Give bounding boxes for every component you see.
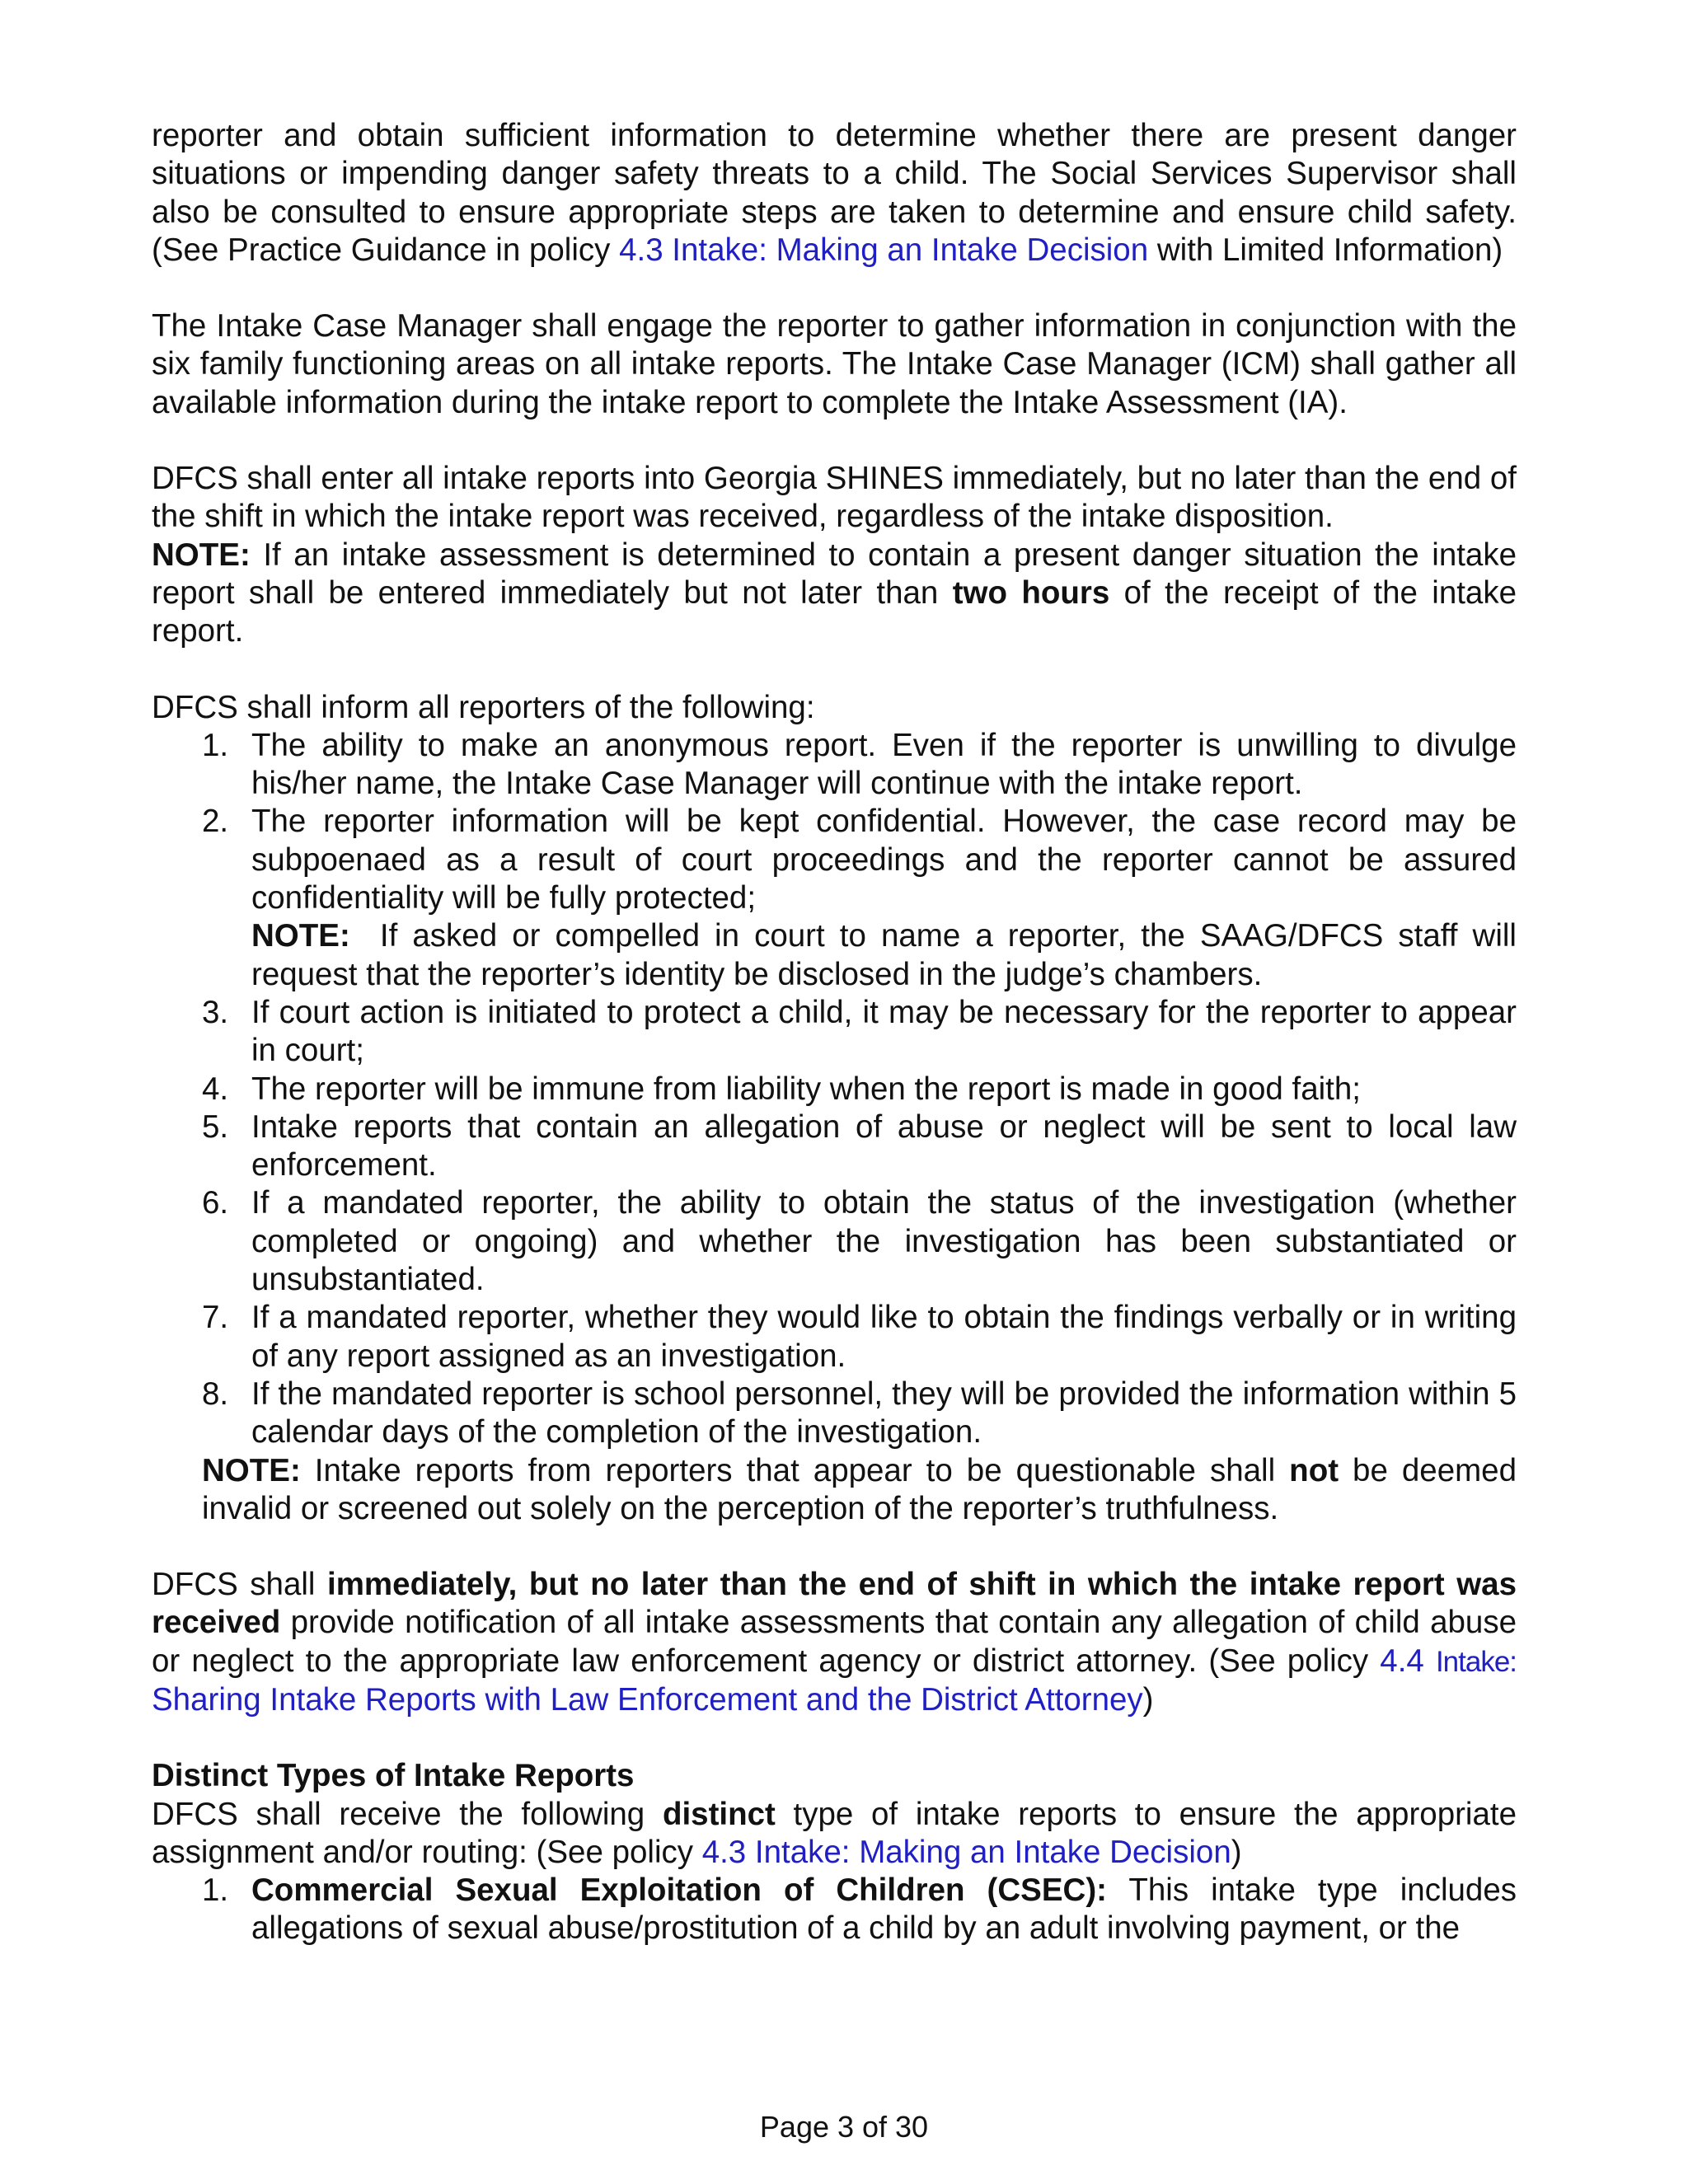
policy-link-4-3[interactable]: 4.3 Intake: Making an Intake Decision xyxy=(619,232,1149,268)
section-heading: Distinct Types of Intake Reports xyxy=(152,1758,635,1794)
paragraph-enter-shines: DFCS shall enter all intake reports into Georgia SHINES immediately, but no later than the end of the shift in which the intake report was received, regardless of the intake disposition. xyxy=(152,461,1517,535)
list-item: 3. If court action is initiated to protect a child, it may be necessary for the reporter to appear in court; xyxy=(202,994,1517,1069)
list-item: 4. The reporter will be immune from liability when the report is made in good faith; xyxy=(202,1071,1361,1107)
policy-link-4-3[interactable]: 4.3 Intake: Making an Intake Decision xyxy=(701,1834,1231,1870)
paragraph-icm-engage: The Intake Case Manager shall engage the reporter to gather information in conjunction with the six family functioning areas on all intake reports. The Intake Case Manager (ICM) shall gather all available information during the intake report to complete the Intake Assessment (IA). xyxy=(152,308,1517,420)
list-item: 6. If a mandated reporter, the ability to obtain the status of the investigation (whether completed or ongoing) and whether the investigation has been substantiated or unsubstantiated. xyxy=(202,1185,1517,1298)
paragraph-distinct-types: DFCS shall receive the following distinct type of intake reports to ensure the appropriate assignment and/or routing: (See policy 4.3 Intake: Making an Intake Decision) xyxy=(152,1796,1517,1870)
note-label: NOTE: xyxy=(152,537,251,573)
paragraph-note-two-hours: NOTE: If an intake assessment is determined to contain a present danger situation the intake report shall be entered immediately but not later than two hours of the receipt of the intake report. xyxy=(152,537,1517,649)
list-item: 8. If the mandated reporter is school personnel, they will be provided the information within 5 calendar days of the completion of the investigation. xyxy=(202,1376,1517,1451)
list-item: 1. The ability to make an anonymous report. Even if the reporter is unwilling to divulge his/her name, the Intake Case Manager will continue with the intake report. xyxy=(202,727,1517,802)
list-item: 1. Commercial Sexual Exploitation of Children (CSEC): This intake type includes allegations of sexual abuse/prostitution of a child by an adult involving payment, or the xyxy=(202,1872,1517,1947)
document-page xyxy=(152,117,1526,1948)
types-list xyxy=(152,1872,1517,1948)
paragraph-law-enforcement: DFCS shall immediately, but no later than the end of shift in which the intake report was received provide notification of all intake assessments that contain any allegation of child abuse or neglect to the appropriate law enforcement agency or district attorney. (See policy 4.4 Intake: Sharing Intake Reports with Law Enforcement and the District Attorney) xyxy=(152,1567,1517,1718)
list-item: 7. If a mandated reporter, whether they would like to obtain the findings verbally or in writing of any report assigned as an investigation. xyxy=(202,1300,1517,1374)
paragraph-inform-reporters: DFCS shall inform all reporters of the following: xyxy=(152,689,815,725)
page-number: Page 3 of 30 xyxy=(759,2110,929,2144)
paragraph-note-questionable: NOTE: Intake reports from reporters that appear to be questionable shall not be deemed invalid or screened out solely on the perception of the reporter’s truthfulness. xyxy=(202,1452,1517,1526)
list-item: 2. The reporter information will be kept confidential. However, the case record may be subpoenaed as a result of court proceedings and the reporter cannot be assured confidentiality will be fully protected; NOTE: If asked or compelled in court to name a reporter, the SAAG/DFCS staff will request that the reporter’s identity be disclosed in the judge’s chambers. xyxy=(202,804,1526,992)
inform-list xyxy=(152,727,1526,1452)
note-label: NOTE: xyxy=(202,1452,301,1488)
paragraph-reporter-safety: reporter and obtain sufficient information to determine whether there are present danger situations or impending danger safety threats to a child. The Social Services Supervisor shall also be consulted to ensure appropriate steps are taken to determine and ensure child safety. (See Practice Guidance in policy 4.3 Intake: Making an Intake Decision with Limited Information) xyxy=(152,118,1517,268)
list-item: 5. Intake reports that contain an allegation of abuse or neglect will be sent to local law enforcement. xyxy=(202,1108,1517,1183)
note-label: NOTE: xyxy=(251,918,350,954)
policy-link-4-4[interactable]: 4.4 Intake: Sharing Intake Reports with Law Enforcement and the District Attorney xyxy=(152,1643,1517,1718)
